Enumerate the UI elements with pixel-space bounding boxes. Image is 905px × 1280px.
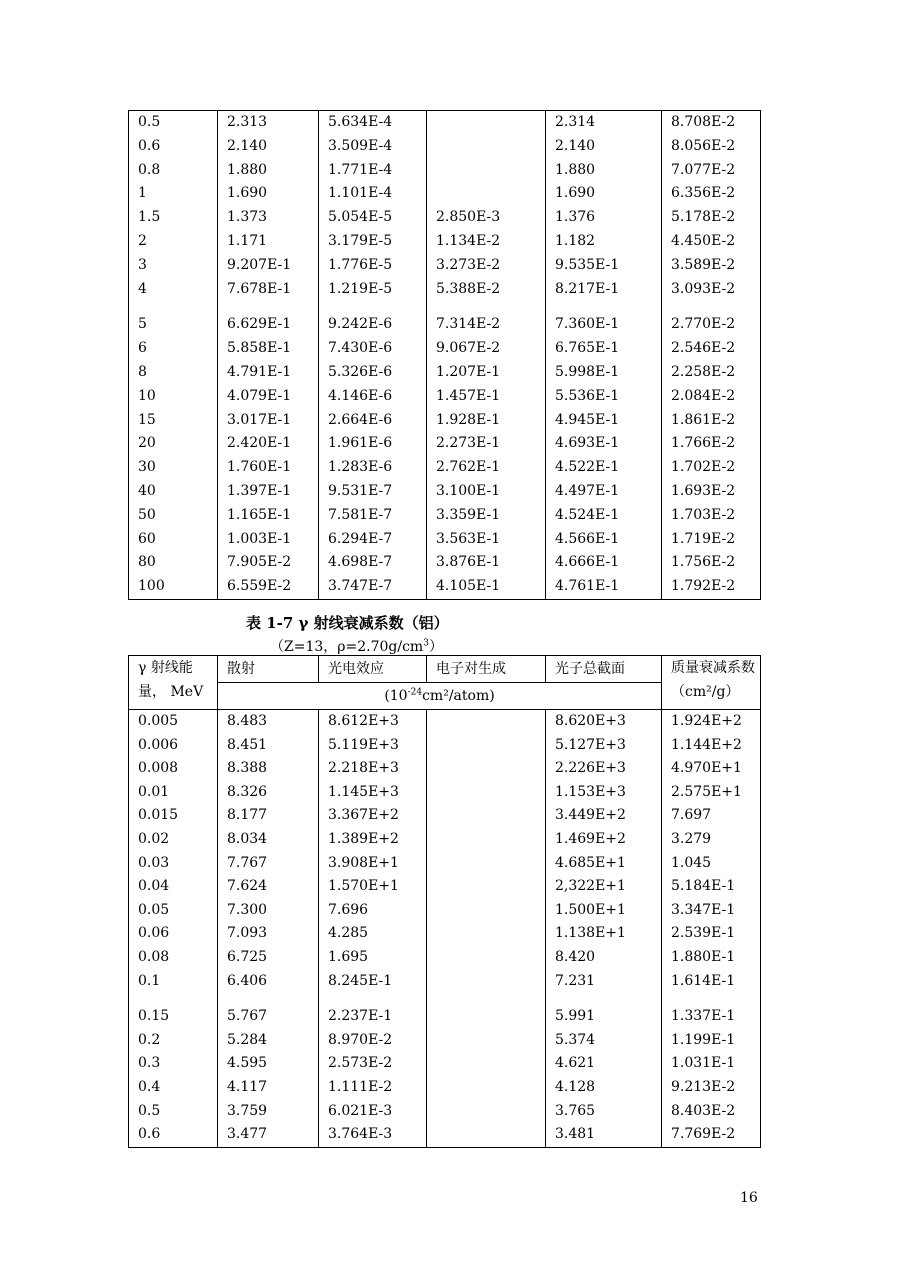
table-cell: 8.620E+3 bbox=[546, 710, 662, 734]
table-cell: 2.314 bbox=[546, 111, 662, 135]
table-cell: 1.389E+2 bbox=[319, 828, 427, 852]
table-cell: 1.880 bbox=[218, 159, 319, 183]
page-number: 16 bbox=[740, 1190, 758, 1206]
table-row bbox=[129, 456, 761, 480]
table-cell: 1.283E-6 bbox=[319, 456, 427, 480]
table-cell: 1 bbox=[129, 182, 218, 206]
table-cell: 8.388 bbox=[218, 757, 319, 781]
table-row bbox=[129, 899, 761, 923]
table-cell: 3.509E-4 bbox=[319, 135, 427, 159]
header-photoelectric: 光电效应 bbox=[319, 656, 427, 683]
table-cell: 9.535E-1 bbox=[546, 254, 662, 278]
table-row bbox=[129, 757, 761, 781]
table-cell: 0.6 bbox=[129, 1123, 218, 1147]
table-row bbox=[129, 852, 761, 876]
table-row bbox=[129, 1123, 761, 1147]
table-cell: 4.970E+1 bbox=[662, 757, 761, 781]
table-cell: 1.457E-1 bbox=[427, 385, 546, 409]
table-cell: 1.760E-1 bbox=[218, 456, 319, 480]
table-cell: 0.04 bbox=[129, 875, 218, 899]
table-cell: 5.634E-4 bbox=[319, 111, 427, 135]
table-row bbox=[129, 361, 761, 385]
table-cell: 1.182 bbox=[546, 230, 662, 254]
table-cell: 2.850E-3 bbox=[427, 206, 546, 230]
table-cell: 3.765 bbox=[546, 1100, 662, 1124]
table-cell: 3.279 bbox=[662, 828, 761, 852]
table-cell: 9.207E-1 bbox=[218, 254, 319, 278]
table-cell: 3.481 bbox=[546, 1123, 662, 1147]
attenuation-table-continued bbox=[128, 110, 761, 600]
table-cell: 0.6 bbox=[129, 135, 218, 159]
table-subcaption: （Z=13，$\rho=2.70g/cm^3$） bbox=[270, 638, 443, 655]
table-cell bbox=[427, 922, 546, 946]
table-cell: 4.685E+1 bbox=[546, 852, 662, 876]
table-cell: 1.570E+1 bbox=[319, 875, 427, 899]
table-cell: 8.970E-2 bbox=[319, 1029, 427, 1053]
table-cell: 3.477 bbox=[218, 1123, 319, 1147]
table-row bbox=[129, 828, 761, 852]
table-cell: 5.284 bbox=[218, 1029, 319, 1053]
table-cell: 7.093 bbox=[218, 922, 319, 946]
table-cell: 1.776E-5 bbox=[319, 254, 427, 278]
table-cell: 2.575E+1 bbox=[662, 781, 761, 805]
table-cell bbox=[427, 182, 546, 206]
table-cell: 4.285 bbox=[319, 922, 427, 946]
table-cell: 4.105E-1 bbox=[427, 575, 546, 599]
table-row bbox=[129, 254, 761, 278]
table-cell: 7.360E-1 bbox=[546, 313, 662, 337]
table-cell: 1.031E-1 bbox=[662, 1052, 761, 1076]
table-cell bbox=[427, 111, 546, 135]
table-cell: 7.077E-2 bbox=[662, 159, 761, 183]
table-cell: 1.199E-1 bbox=[662, 1029, 761, 1053]
table-cell bbox=[427, 899, 546, 923]
table-cell: 1.690 bbox=[546, 182, 662, 206]
table-cell: 1.500E+1 bbox=[546, 899, 662, 923]
table-cell: 4.450E-2 bbox=[662, 230, 761, 254]
table-cell: 6.559E-2 bbox=[218, 575, 319, 599]
table-cell: 0.2 bbox=[129, 1029, 218, 1053]
table-cell: 4.791E-1 bbox=[218, 361, 319, 385]
table-cell: 2.313 bbox=[218, 111, 319, 135]
table-cell: 1.766E-2 bbox=[662, 432, 761, 456]
table-cell: 8.056E-2 bbox=[662, 135, 761, 159]
table-cell bbox=[427, 970, 546, 994]
table-cell: 6.765E-1 bbox=[546, 337, 662, 361]
table-cell: 1.792E-2 bbox=[662, 575, 761, 599]
table-cell: 2.258E-2 bbox=[662, 361, 761, 385]
table-cell: 0.1 bbox=[129, 970, 218, 994]
table-cell: 2.237E-1 bbox=[319, 1005, 427, 1029]
header-scatter: 散射 bbox=[218, 656, 319, 683]
table-cell: 9.213E-2 bbox=[662, 1076, 761, 1100]
table-row bbox=[129, 159, 761, 183]
table-cell: 6.406 bbox=[218, 970, 319, 994]
table-row bbox=[129, 313, 761, 337]
table-cell: 8.217E-1 bbox=[546, 278, 662, 302]
table-cell bbox=[427, 1123, 546, 1147]
table-cell bbox=[427, 1029, 546, 1053]
table-cell bbox=[427, 781, 546, 805]
table-cell: 4.497E-1 bbox=[546, 480, 662, 504]
table-cell: 8.177 bbox=[218, 804, 319, 828]
table-cell: 1.219E-5 bbox=[319, 278, 427, 302]
table-cell: 0.3 bbox=[129, 1052, 218, 1076]
table-cell: 1.003E-1 bbox=[218, 528, 319, 552]
table-cell: 5.127E+3 bbox=[546, 734, 662, 758]
table-cell: 5.184E-1 bbox=[662, 875, 761, 899]
table-cell: 30 bbox=[129, 456, 218, 480]
table-cell: 4.693E-1 bbox=[546, 432, 662, 456]
table-row bbox=[129, 734, 761, 758]
table-cell: 3.449E+2 bbox=[546, 804, 662, 828]
table-cell: 1.880E-1 bbox=[662, 946, 761, 970]
table-cell: 1.5 bbox=[129, 206, 218, 230]
table-cell: 15 bbox=[129, 409, 218, 433]
table-cell: 5.326E-6 bbox=[319, 361, 427, 385]
table-cell: 0.05 bbox=[129, 899, 218, 923]
table-cell: 6.021E-3 bbox=[319, 1100, 427, 1124]
table-cell bbox=[427, 1005, 546, 1029]
table-row bbox=[129, 922, 761, 946]
table-row bbox=[129, 337, 761, 361]
table-cell: 6.356E-2 bbox=[662, 182, 761, 206]
table-cell: 3.589E-2 bbox=[662, 254, 761, 278]
table-cell: 5.054E-5 bbox=[319, 206, 427, 230]
table-cell: 1.165E-1 bbox=[218, 504, 319, 528]
table-cell: 0.008 bbox=[129, 757, 218, 781]
table-cell: 2.084E-2 bbox=[662, 385, 761, 409]
table-cell: 1.928E-1 bbox=[427, 409, 546, 433]
table-cell: 6.725 bbox=[218, 946, 319, 970]
table-cell: 1.695 bbox=[319, 946, 427, 970]
table-cell: 4.698E-7 bbox=[319, 551, 427, 575]
table-cell: 8 bbox=[129, 361, 218, 385]
table-row bbox=[129, 182, 761, 206]
table-cell: 1.145E+3 bbox=[319, 781, 427, 805]
table-cell: 10 bbox=[129, 385, 218, 409]
table-cell: 3.347E-1 bbox=[662, 899, 761, 923]
table-cell: 4.146E-6 bbox=[319, 385, 427, 409]
table-cell: 0.4 bbox=[129, 1076, 218, 1100]
table-cell: 4.666E-1 bbox=[546, 551, 662, 575]
table-cell: 2.218E+3 bbox=[319, 757, 427, 781]
header-unit: $(10^{-24}cm^2/atom)$ bbox=[218, 683, 662, 710]
table-cell: 4.566E-1 bbox=[546, 528, 662, 552]
table-cell: 1.373 bbox=[218, 206, 319, 230]
table-cell: 7.314E-2 bbox=[427, 313, 546, 337]
table-cell: 80 bbox=[129, 551, 218, 575]
table-cell bbox=[427, 1100, 546, 1124]
table-cell: 4.524E-1 bbox=[546, 504, 662, 528]
table-cell: 7.767 bbox=[218, 852, 319, 876]
table-row bbox=[129, 504, 761, 528]
table-cell: 1.693E-2 bbox=[662, 480, 761, 504]
header-energy: γ 射线能量， MeV bbox=[129, 656, 218, 710]
table-row bbox=[129, 230, 761, 254]
table-cell bbox=[427, 852, 546, 876]
table-cell: 5.119E+3 bbox=[319, 734, 427, 758]
aluminum-attenuation-table bbox=[128, 655, 761, 1148]
table-cell: 1.703E-2 bbox=[662, 504, 761, 528]
table-cell: 2.664E-6 bbox=[319, 409, 427, 433]
table-cell: 7.678E-1 bbox=[218, 278, 319, 302]
table-cell: 1.337E-1 bbox=[662, 1005, 761, 1029]
table-cell: 3.747E-7 bbox=[319, 575, 427, 599]
table-cell: 5.388E-2 bbox=[427, 278, 546, 302]
table-row bbox=[129, 875, 761, 899]
table-cell: 3.563E-1 bbox=[427, 528, 546, 552]
table-cell bbox=[427, 946, 546, 970]
table-cell: 4 bbox=[129, 278, 218, 302]
table-cell: 0.5 bbox=[129, 111, 218, 135]
table-cell: 60 bbox=[129, 528, 218, 552]
table-cell: 3.273E-2 bbox=[427, 254, 546, 278]
table-cell: 0.015 bbox=[129, 804, 218, 828]
table-cell: 0.01 bbox=[129, 781, 218, 805]
table-row bbox=[129, 1029, 761, 1053]
table-cell: 1.134E-2 bbox=[427, 230, 546, 254]
table-cell: 6 bbox=[129, 337, 218, 361]
table-cell: 5.536E-1 bbox=[546, 385, 662, 409]
table-cell: 8.612E+3 bbox=[319, 710, 427, 734]
table-cell: 40 bbox=[129, 480, 218, 504]
table-row bbox=[129, 409, 761, 433]
table-row bbox=[129, 278, 761, 302]
table-row bbox=[129, 206, 761, 230]
table-cell: 3.179E-5 bbox=[319, 230, 427, 254]
table-cell: 3.017E-1 bbox=[218, 409, 319, 433]
table-cell: 4.945E-1 bbox=[546, 409, 662, 433]
table-cell: 2.140 bbox=[546, 135, 662, 159]
table-cell: 1.397E-1 bbox=[218, 480, 319, 504]
table-cell: 4.621 bbox=[546, 1052, 662, 1076]
table-row bbox=[129, 710, 761, 734]
table-cell: 3.908E+1 bbox=[319, 852, 427, 876]
table-row bbox=[129, 1005, 761, 1029]
table-cell: 4.595 bbox=[218, 1052, 319, 1076]
table-cell: 1.861E-2 bbox=[662, 409, 761, 433]
table-cell: 1.614E-1 bbox=[662, 970, 761, 994]
table-cell: 1.101E-4 bbox=[319, 182, 427, 206]
table-cell: 100 bbox=[129, 575, 218, 599]
table-spacer-row bbox=[129, 301, 761, 313]
table-cell: 8.420 bbox=[546, 946, 662, 970]
table-cell: 2,322E+1 bbox=[546, 875, 662, 899]
table-cell: 8.034 bbox=[218, 828, 319, 852]
table-cell: 4.522E-1 bbox=[546, 456, 662, 480]
table-cell: 3.764E-3 bbox=[319, 1123, 427, 1147]
table-cell bbox=[427, 828, 546, 852]
table-row bbox=[129, 970, 761, 994]
table-cell: 0.06 bbox=[129, 922, 218, 946]
table-cell: 0.15 bbox=[129, 1005, 218, 1029]
table-cell bbox=[427, 710, 546, 734]
table-row bbox=[129, 528, 761, 552]
table-cell: 4.117 bbox=[218, 1076, 319, 1100]
table-cell bbox=[427, 1052, 546, 1076]
table-row bbox=[129, 480, 761, 504]
table-cell: 2 bbox=[129, 230, 218, 254]
table-cell: 2.546E-2 bbox=[662, 337, 761, 361]
table-cell: 0.02 bbox=[129, 828, 218, 852]
table-cell: 7.231 bbox=[546, 970, 662, 994]
table-cell: 50 bbox=[129, 504, 218, 528]
table-row bbox=[129, 1052, 761, 1076]
table-cell: 8.483 bbox=[218, 710, 319, 734]
table-row bbox=[129, 781, 761, 805]
table-cell: 0.8 bbox=[129, 159, 218, 183]
table-cell bbox=[427, 1076, 546, 1100]
table-cell: 2.140 bbox=[218, 135, 319, 159]
table-cell: 0.5 bbox=[129, 1100, 218, 1124]
table-cell: 1.756E-2 bbox=[662, 551, 761, 575]
table-cell: 8.403E-2 bbox=[662, 1100, 761, 1124]
table-cell bbox=[427, 159, 546, 183]
table-cell: 1.111E-2 bbox=[319, 1076, 427, 1100]
table-cell: 2.420E-1 bbox=[218, 432, 319, 456]
header-total-cross-section: 光子总截面 bbox=[546, 656, 662, 683]
table-cell: 3.100E-1 bbox=[427, 480, 546, 504]
table-row bbox=[129, 551, 761, 575]
table-cell: 7.624 bbox=[218, 875, 319, 899]
table-cell: 1.880 bbox=[546, 159, 662, 183]
table-cell: 2.762E-1 bbox=[427, 456, 546, 480]
table-cell: 5.178E-2 bbox=[662, 206, 761, 230]
table-row bbox=[129, 575, 761, 599]
table-cell: 1.207E-1 bbox=[427, 361, 546, 385]
header-mass-attenuation: 质量衰减系数（cm²/g） bbox=[662, 656, 761, 710]
table-cell: 1.045 bbox=[662, 852, 761, 876]
table-cell: 8.451 bbox=[218, 734, 319, 758]
table-spacer-row bbox=[129, 993, 761, 1005]
table-cell: 5.991 bbox=[546, 1005, 662, 1029]
table-cell: 7.581E-7 bbox=[319, 504, 427, 528]
table-cell: 7.696 bbox=[319, 899, 427, 923]
table-cell: 8.245E-1 bbox=[319, 970, 427, 994]
table-cell: 6.629E-1 bbox=[218, 313, 319, 337]
table-cell: 20 bbox=[129, 432, 218, 456]
table-cell bbox=[427, 875, 546, 899]
table-row bbox=[129, 1076, 761, 1100]
table-cell: 4.079E-1 bbox=[218, 385, 319, 409]
table-cell bbox=[427, 804, 546, 828]
table-cell: 9.531E-7 bbox=[319, 480, 427, 504]
table-cell: 1.144E+2 bbox=[662, 734, 761, 758]
table-cell: 8.708E-2 bbox=[662, 111, 761, 135]
table-cell: 5.767 bbox=[218, 1005, 319, 1029]
table-cell: 5.374 bbox=[546, 1029, 662, 1053]
table-row bbox=[129, 946, 761, 970]
table-cell: 1.153E+3 bbox=[546, 781, 662, 805]
table-cell: 3.093E-2 bbox=[662, 278, 761, 302]
table-cell: 9.067E-2 bbox=[427, 337, 546, 361]
table-cell: 1.961E-6 bbox=[319, 432, 427, 456]
table-row bbox=[129, 804, 761, 828]
table-cell: 1.171 bbox=[218, 230, 319, 254]
table-cell: 5.858E-1 bbox=[218, 337, 319, 361]
table-cell bbox=[427, 734, 546, 758]
table-cell: 0.006 bbox=[129, 734, 218, 758]
table-cell: 3.359E-1 bbox=[427, 504, 546, 528]
table-cell: 2.573E-2 bbox=[319, 1052, 427, 1076]
table-cell: 1.138E+1 bbox=[546, 922, 662, 946]
table-caption: 表 1-7 γ 射线衰减系数（铝） bbox=[246, 614, 449, 632]
table-cell: 2.273E-1 bbox=[427, 432, 546, 456]
table-cell: 7.905E-2 bbox=[218, 551, 319, 575]
table-cell: 4.128 bbox=[546, 1076, 662, 1100]
table-cell: 1.690 bbox=[218, 182, 319, 206]
table-cell: 2.539E-1 bbox=[662, 922, 761, 946]
table-cell: 3.759 bbox=[218, 1100, 319, 1124]
table-cell: 2.226E+3 bbox=[546, 757, 662, 781]
table-row bbox=[129, 432, 761, 456]
table-cell: 7.300 bbox=[218, 899, 319, 923]
table-cell: 8.326 bbox=[218, 781, 319, 805]
table-cell: 9.242E-6 bbox=[319, 313, 427, 337]
table-cell bbox=[427, 757, 546, 781]
table-cell bbox=[427, 135, 546, 159]
table-cell: 0.08 bbox=[129, 946, 218, 970]
table-cell: 6.294E-7 bbox=[319, 528, 427, 552]
table-cell: 1.719E-2 bbox=[662, 528, 761, 552]
table-row bbox=[129, 385, 761, 409]
table-cell: 7.697 bbox=[662, 804, 761, 828]
header-pair-production: 电子对生成 bbox=[427, 656, 546, 683]
table-cell: 5 bbox=[129, 313, 218, 337]
table-cell: 1.376 bbox=[546, 206, 662, 230]
table-cell: 7.769E-2 bbox=[662, 1123, 761, 1147]
table-cell: 3.367E+2 bbox=[319, 804, 427, 828]
table-cell: 2.770E-2 bbox=[662, 313, 761, 337]
table-cell: 5.998E-1 bbox=[546, 361, 662, 385]
table-cell: 3.876E-1 bbox=[427, 551, 546, 575]
table-cell: 1.771E-4 bbox=[319, 159, 427, 183]
table-cell: 0.03 bbox=[129, 852, 218, 876]
table-cell: 1.702E-2 bbox=[662, 456, 761, 480]
table-cell: 1.469E+2 bbox=[546, 828, 662, 852]
table-cell: 7.430E-6 bbox=[319, 337, 427, 361]
table-row bbox=[129, 135, 761, 159]
table-row bbox=[129, 111, 761, 135]
table-cell: 3 bbox=[129, 254, 218, 278]
table-row bbox=[129, 1100, 761, 1124]
table-cell: 1.924E+2 bbox=[662, 710, 761, 734]
table-cell: 4.761E-1 bbox=[546, 575, 662, 599]
table-cell: 0.005 bbox=[129, 710, 218, 734]
